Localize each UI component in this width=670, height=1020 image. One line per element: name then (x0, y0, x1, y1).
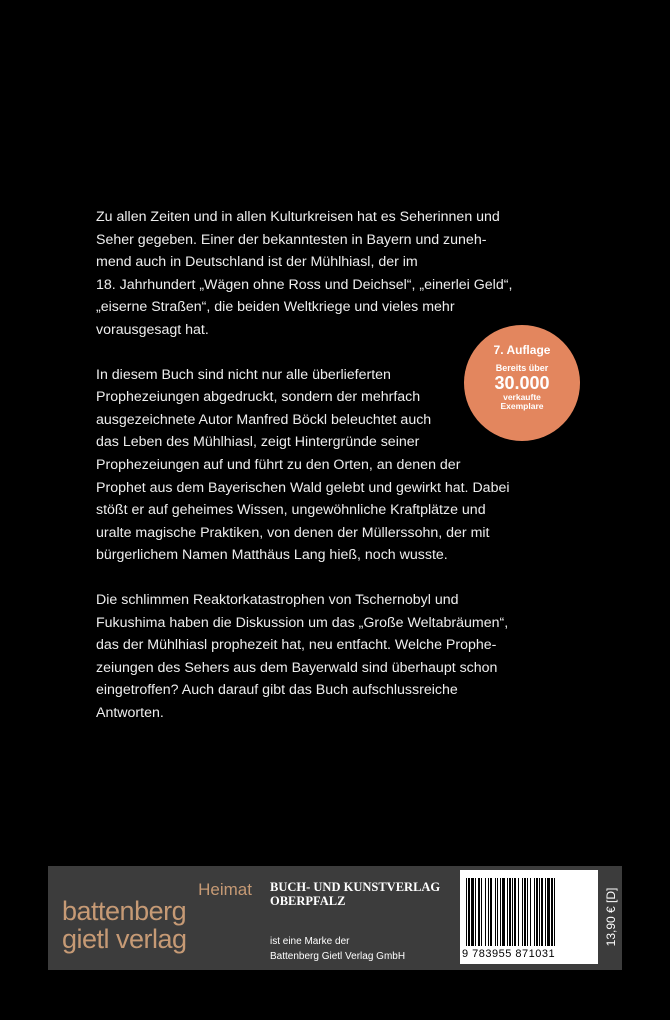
barcode-bar (471, 878, 474, 946)
barcode-bar (554, 878, 555, 946)
blurb-line: „eiserne Straßen“, die beiden Weltkriege und vieles mehr (96, 299, 455, 316)
blurb-line: In diesem Buch sind nicht nur alle überlieferten (96, 366, 391, 383)
sold-number: 30.000 (494, 373, 550, 393)
publisher-note (270, 934, 470, 964)
publisher-note-line-1: ist eine Marke der (270, 936, 350, 947)
footer-panel (48, 866, 622, 970)
blurb-line: Prophet aus dem Bayerischen Wald gelebt und gewirkt hat. Dabei (96, 479, 510, 496)
back-cover-blurb (96, 206, 556, 746)
price-label (604, 870, 618, 964)
price-text: 13,90 € [D] (604, 887, 618, 947)
barcode-bar (530, 878, 531, 946)
barcode-bar (478, 878, 480, 946)
edition-label: 7. Auflage (493, 343, 551, 357)
barcode-bar (539, 878, 540, 946)
barcode-bar (466, 878, 467, 946)
barcode-bar (518, 878, 519, 946)
logo-gietl: gietl verlag (62, 924, 187, 954)
sold-suffix-line-1: verkaufte (503, 392, 541, 402)
logo-battenberg: battenberg (62, 896, 187, 926)
barcode-bar (509, 878, 511, 946)
blurb-line: 18. Jahrhundert „Wägen ohne Ross und Deichsel“, „einerlei Geld“, (96, 276, 513, 293)
barcode-bar (551, 878, 553, 946)
blurb-line: Prophezeiungen auf und führt zu den Orten, an denen der (96, 456, 461, 473)
blurb-line: Zu allen Zeiten und in allen Kulturkreisen hat es Seherinnen und (96, 209, 500, 225)
blurb-line: das Leben des Mühlhiasl, zeigt Hintergründe seiner (96, 434, 420, 451)
barcode-bar (485, 878, 486, 946)
blurb-line: Prophezeiungen abgedruckt, sondern der mehrfach (96, 389, 421, 406)
publisher-title-line-2: OBERPFALZ (270, 894, 346, 908)
blurb-line: Antworten. (96, 704, 164, 721)
blurb-line: Die schlimmen Reaktorkatastrophen von Tschernobyl und (96, 591, 459, 608)
sold-suffix-line-2: Exemplare (500, 401, 544, 411)
logo-heimat: Heimat (198, 880, 252, 899)
barcode-bar (495, 878, 496, 946)
blurb-line: stößt er auf geheimes Wissen, ungewöhnliche Kraftplätze und (96, 502, 486, 519)
blurb-line: mend auch in Deutschland ist der Mühlhiasl, der im (96, 254, 418, 271)
barcode-bar (488, 878, 489, 946)
edition-badge (464, 325, 580, 441)
blurb-paragraph (96, 206, 556, 342)
blurb-line: das der Mühlhiasl prophezeit hat, neu entfacht. Welche Prophe- (96, 637, 497, 654)
barcode-bar (490, 878, 492, 946)
blurb-paragraph (96, 589, 556, 725)
isbn-digits: 9 783955 871031 (462, 948, 556, 960)
barcode-bars (466, 878, 592, 946)
sold-prefix: Bereits über (495, 363, 549, 373)
barcode-bar (468, 878, 470, 946)
barcode-bar (512, 878, 513, 946)
blurb-line: Fukushima haben die Diskussion um das „Große Weltabräumen“, (96, 614, 509, 631)
publisher-note-line-2: Battenberg Gietl Verlag GmbH (270, 951, 406, 962)
blurb-line: bürgerlichem Namen Matthäus Lang hieß, noch wusste. (96, 547, 448, 564)
barcode-bar (547, 878, 550, 946)
blurb-line: ausgezeichnete Autor Manfred Böckl beleuchtet auch (96, 411, 432, 428)
barcode-bar (497, 878, 498, 946)
barcode-bar (536, 878, 538, 946)
barcode-bar (527, 878, 528, 946)
barcode-bar (522, 878, 523, 946)
barcode-bar (524, 878, 526, 946)
barcode-bar (545, 878, 546, 946)
barcode-bar (481, 878, 482, 946)
blurb-line: uralte magische Praktiken, von denen der Müllerssohn, der mit (96, 524, 490, 541)
publisher-logo (62, 880, 252, 960)
publisher-title (270, 880, 470, 908)
publisher-info (270, 880, 470, 964)
sold-suffix (464, 393, 580, 411)
barcode-bar (500, 878, 501, 946)
blurb-line: zeiungen des Sehers aus dem Bayerwald sind überhaupt schon (96, 659, 498, 676)
barcode-bar (514, 878, 516, 946)
barcode-bar (534, 878, 535, 946)
blurb-line: vorausgesagt hat. (96, 321, 209, 338)
blurb-line: Seher gegeben. Einer der bekanntesten in Bayern und zuneh- (96, 231, 487, 248)
barcode-bar (502, 878, 505, 946)
barcode-bar (541, 878, 543, 946)
blurb-line: eingetroffen? Auch darauf gibt das Buch aufschlussreiche (96, 682, 458, 699)
barcode-bar (507, 878, 508, 946)
publisher-title-line-1: BUCH- UND KUNSTVERLAG (270, 880, 441, 894)
isbn-barcode (460, 870, 598, 964)
barcode-bar (475, 878, 476, 946)
